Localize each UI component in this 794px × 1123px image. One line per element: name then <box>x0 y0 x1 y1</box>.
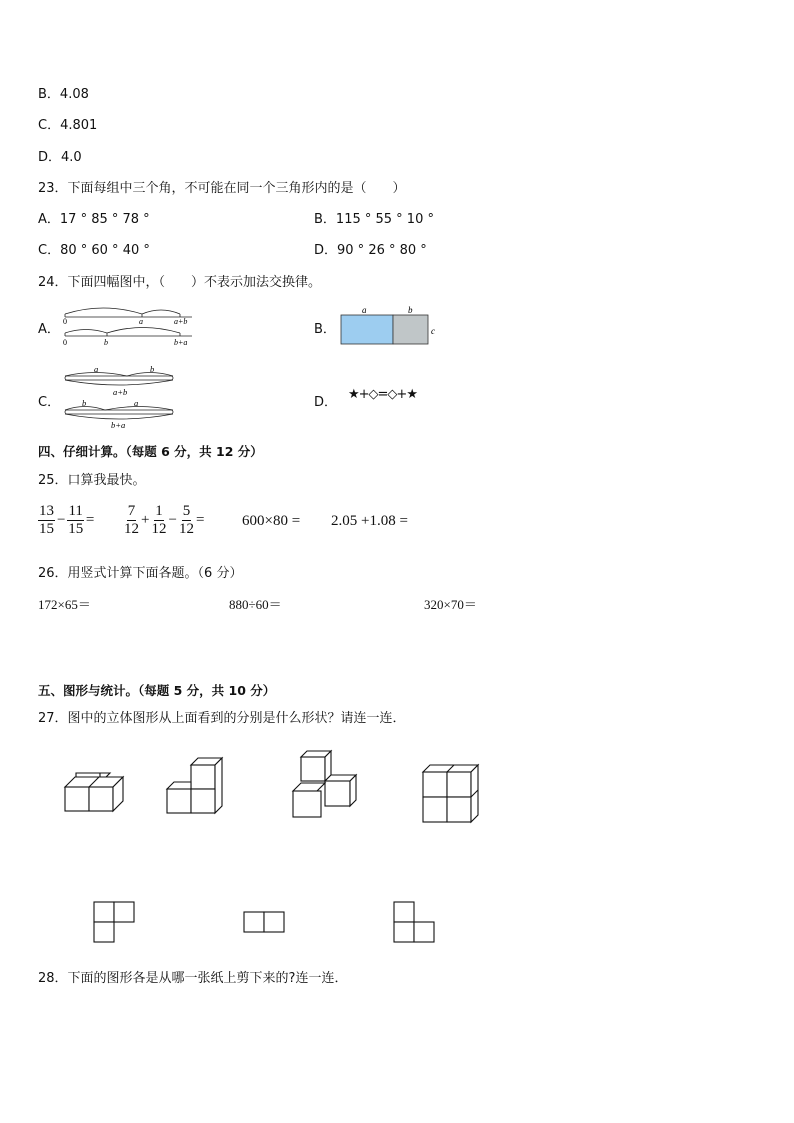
question-23: 23．下面每组中三个角，不可能在同一个三角形内的是（ ） <box>38 181 406 196</box>
operator: − <box>57 512 66 528</box>
q24-option-c: C． <box>38 395 61 410</box>
diagram-c-label: a+b <box>113 387 128 397</box>
diagram-b-label-c: c <box>431 326 435 336</box>
option-b: B．4.08 <box>38 87 89 102</box>
q23-option-c: C．80 ° 60 ° 40 ° <box>38 243 150 258</box>
numerator: 13 <box>39 503 54 519</box>
numerator: 5 <box>182 503 191 519</box>
diagram-b-rectangles <box>340 304 450 346</box>
denominator: 12 <box>178 521 194 537</box>
operator: + <box>141 512 150 528</box>
denominator: 15 <box>39 521 54 537</box>
equals: = <box>195 512 205 528</box>
q24-option-b: B． <box>314 322 336 337</box>
diagram-c-label: b <box>82 398 87 408</box>
diagram-c-label: b+a <box>111 420 126 430</box>
q23-option-d: D．90 ° 26 ° 80 ° <box>314 243 427 258</box>
question-26: 26．用竖式计算下面各题。（6 分） <box>38 566 243 581</box>
section-4-title: 四、仔细计算。（每题 6 分，共 12 分） <box>38 444 263 459</box>
diagram-b-label-b: b <box>408 305 413 315</box>
question-28: 28．下面的图形各是从哪一张纸上剪下来的?连一连． <box>38 971 348 986</box>
diagram-c-label: a <box>134 398 139 408</box>
diagram-c-segments <box>62 364 182 430</box>
diagram-a-label: 0 <box>63 338 67 347</box>
option-c: C．4.801 <box>38 118 98 133</box>
denominator: 12 <box>124 521 139 537</box>
operator: − <box>168 512 177 528</box>
solid-figure-4 <box>420 762 486 826</box>
top-view-1 <box>92 900 138 946</box>
numerator: 11 <box>68 503 83 519</box>
q23-option-a: A．17 ° 85 ° 78 ° <box>38 212 150 227</box>
diagram-c-label: b <box>150 364 155 374</box>
vertical-calc-2: 880÷60＝ <box>229 597 282 612</box>
vertical-calc-3: 320×70＝ <box>424 597 477 612</box>
q24-option-d: D． <box>314 395 338 410</box>
diagram-a-label: b+a <box>174 338 188 347</box>
solid-figure-1 <box>62 770 132 818</box>
question-25: 25．口算我最快。 <box>38 473 146 488</box>
calc-1 <box>38 503 96 538</box>
diagram-c-label: a <box>94 364 99 374</box>
option-d: D．4.0 <box>38 150 82 165</box>
solid-figure-3 <box>290 748 362 820</box>
calc-3: 600×80 = <box>242 513 301 529</box>
equals: = <box>85 512 95 528</box>
section-5-title: 五、图形与统计。（每题 5 分，共 10 分） <box>38 683 276 698</box>
q23-option-b: B．115 ° 55 ° 10 ° <box>314 212 434 227</box>
numerator: 7 <box>127 503 136 519</box>
vertical-calc-1: 172×65＝ <box>38 597 91 612</box>
diagram-a-number-lines <box>62 302 202 348</box>
numerator: 1 <box>155 503 163 519</box>
solid-figure-2 <box>164 755 234 819</box>
diagram-a-label: a <box>139 317 143 326</box>
question-27: 27．图中的立体图形从上面看到的分别是什么形状？请连一连． <box>38 711 406 726</box>
question-24: 24．下面四幅图中，（ ）不表示加法交换律。 <box>38 275 322 290</box>
diagram-a-label: b <box>104 338 108 347</box>
top-view-3 <box>392 900 438 946</box>
calc-2 <box>124 503 206 538</box>
q24-option-a: A． <box>38 322 60 337</box>
diagram-b-label-a: a <box>362 305 367 315</box>
denominator: 12 <box>151 521 167 537</box>
diagram-d-equation: ★+◇=◇+★ <box>348 387 417 402</box>
denominator: 15 <box>68 521 84 537</box>
calc-4: 2.05 +1.08 = <box>331 513 408 529</box>
diagram-a-label: a+b <box>174 317 188 326</box>
top-view-2 <box>242 910 288 936</box>
diagram-a-label: 0 <box>63 317 67 326</box>
